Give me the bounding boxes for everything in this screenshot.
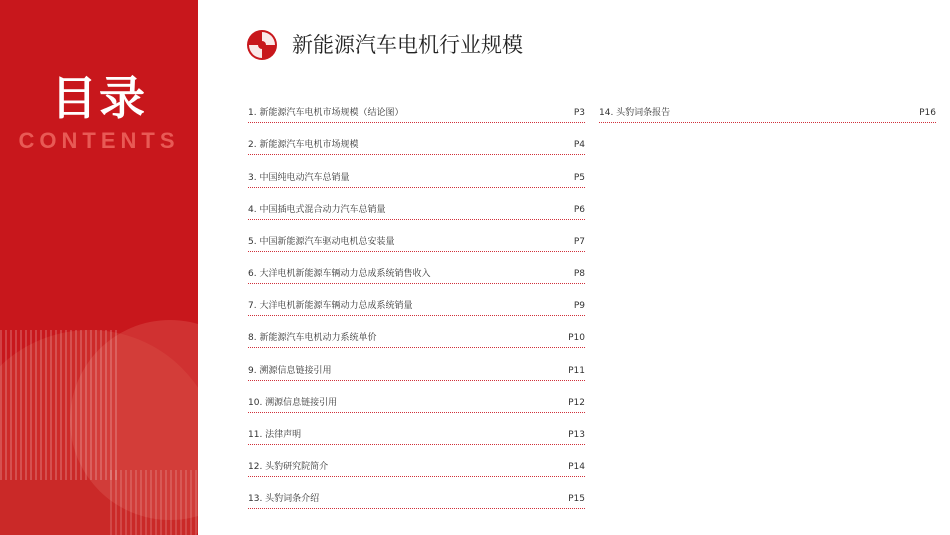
- decoration-stripes: [0, 330, 120, 480]
- toc-item-label: 11. 法律声明: [248, 430, 302, 440]
- toc-item-page: P8: [573, 269, 585, 279]
- decoration-stripes: [110, 470, 198, 535]
- toc-item-label: 10. 溯源信息链接引用: [248, 398, 338, 408]
- toc-item-page: P13: [568, 430, 585, 440]
- toc-item[interactable]: [248, 138, 585, 155]
- toc-item-page: P3: [573, 108, 585, 118]
- toc-item-page: P6: [573, 205, 585, 215]
- toc-item-label: 7. 大洋电机新能源车辆动力总成系统销量: [248, 301, 413, 311]
- toc-item[interactable]: [248, 364, 585, 381]
- toc-item-label: 14. 头豹词条报告: [599, 108, 671, 118]
- toc-item-label: 8. 新能源汽车电机动力系统单价: [248, 333, 377, 343]
- contents-title-cn: 目录: [51, 71, 147, 125]
- toc-item[interactable]: [248, 267, 585, 284]
- toc-item[interactable]: [248, 203, 585, 220]
- toc-item-page: P10: [568, 333, 585, 343]
- toc-item-page: P9: [573, 301, 585, 311]
- toc-item[interactable]: [248, 299, 585, 316]
- toc-item[interactable]: [248, 106, 585, 123]
- toc-item[interactable]: [248, 331, 585, 348]
- toc-item-page: P11: [568, 366, 585, 376]
- toc-item[interactable]: [599, 106, 936, 123]
- toc-item-page: P5: [573, 173, 585, 183]
- toc-item-page: P16: [919, 108, 936, 118]
- toc-item-page: P15: [568, 494, 585, 504]
- toc-item-label: 3. 中国纯电动汽车总销量: [248, 173, 350, 183]
- toc-item-label: 6. 大洋电机新能源车辆动力总成系统销售收入: [248, 269, 431, 279]
- sidebar-panel: [0, 0, 198, 535]
- toc-item-label: 5. 中国新能源汽车驱动电机总安装量: [248, 237, 395, 247]
- toc-item-label: 9. 溯源信息链接引用: [248, 366, 332, 376]
- toc-item[interactable]: [248, 460, 585, 477]
- toc-item[interactable]: [248, 235, 585, 252]
- toc-item-label: 13. 头豹词条介绍: [248, 494, 320, 504]
- toc-item-page: P4: [573, 140, 585, 150]
- toc-item[interactable]: [248, 492, 585, 509]
- toc-item-label: 4. 中国插电式混合动力汽车总销量: [248, 205, 386, 215]
- toc-item-page: P12: [568, 398, 585, 408]
- contents-title-en: CONTENTS: [18, 128, 180, 153]
- page-title: 新能源汽车电机行业规模: [292, 33, 523, 57]
- round-logo-icon: [246, 29, 278, 61]
- toc-item-page: P7: [573, 237, 585, 247]
- toc-item-page: P14: [568, 462, 585, 472]
- toc-item-label: 1. 新能源汽车电机市场规模（结论图）: [248, 108, 404, 118]
- toc-item[interactable]: [248, 428, 585, 445]
- toc-item[interactable]: [248, 171, 585, 188]
- toc-item-label: 12. 头豹研究院简介: [248, 462, 329, 472]
- toc-item-label: 2. 新能源汽车电机市场规模: [248, 140, 359, 150]
- toc-item[interactable]: [248, 396, 585, 413]
